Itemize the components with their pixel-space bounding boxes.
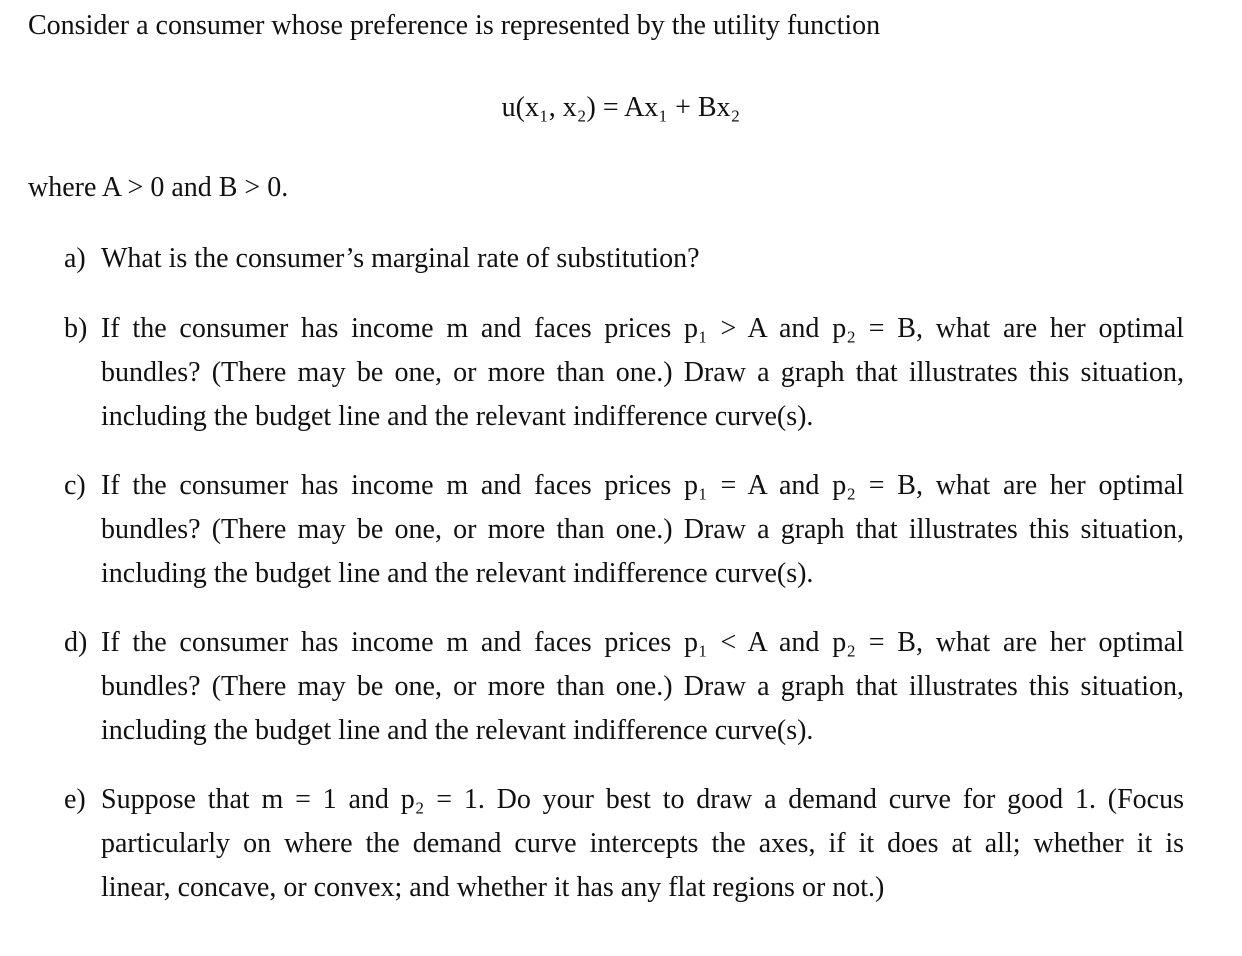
question-a	[64, 237, 1184, 281]
question-line: bundles? (There may be one, or more than one.) Draw a graph that illustrates this situation,	[101, 514, 1184, 545]
question-letter: d)	[64, 627, 88, 658]
question-line: If the consumer has income m and faces prices p₁ > A and p₂ = B, what are her optimal	[101, 313, 1184, 344]
question-line: bundles? (There may be one, or more than one.) Draw a graph that illustrates this situation,	[101, 671, 1184, 702]
question-line: linear, concave, or convex; and whether it has any flat regions or not.)	[101, 872, 885, 903]
question-line: including the budget line and the relevant indifference curve(s).	[101, 401, 814, 432]
question-line: What is the consumer’s marginal rate of substitution?	[101, 243, 700, 274]
question-line: including the budget line and the relevant indifference curve(s).	[101, 715, 814, 746]
question-letter: b)	[64, 313, 88, 344]
question-d	[64, 621, 1184, 753]
parameter-condition: where A > 0 and B > 0.	[28, 172, 289, 203]
utility-equation: u(x₁, x₂) = Ax₁ + Bx₂	[501, 92, 741, 123]
question-b	[64, 307, 1184, 439]
question-c	[64, 464, 1184, 596]
question-e	[64, 778, 1184, 910]
question-line: bundles? (There may be one, or more than one.) Draw a graph that illustrates this situation,	[101, 357, 1184, 388]
question-letter: c)	[64, 470, 86, 501]
question-letter: e)	[64, 784, 86, 815]
intro-text: Consider a consumer whose preference is represented by the utility function	[28, 10, 881, 41]
question-line: particularly on where the demand curve intercepts the axes, if it does at all; whether it is	[101, 828, 1184, 859]
question-line: If the consumer has income m and faces prices p₁ = A and p₂ = B, what are her optimal	[101, 470, 1184, 501]
question-line: including the budget line and the relevant indifference curve(s).	[101, 558, 814, 589]
question-line: Suppose that m = 1 and p₂ = 1. Do your best to draw a demand curve for good 1. (Focus	[101, 784, 1184, 815]
question-line: If the consumer has income m and faces prices p₁ < A and p₂ = B, what are her optimal	[101, 627, 1184, 658]
question-letter: a)	[64, 243, 86, 274]
